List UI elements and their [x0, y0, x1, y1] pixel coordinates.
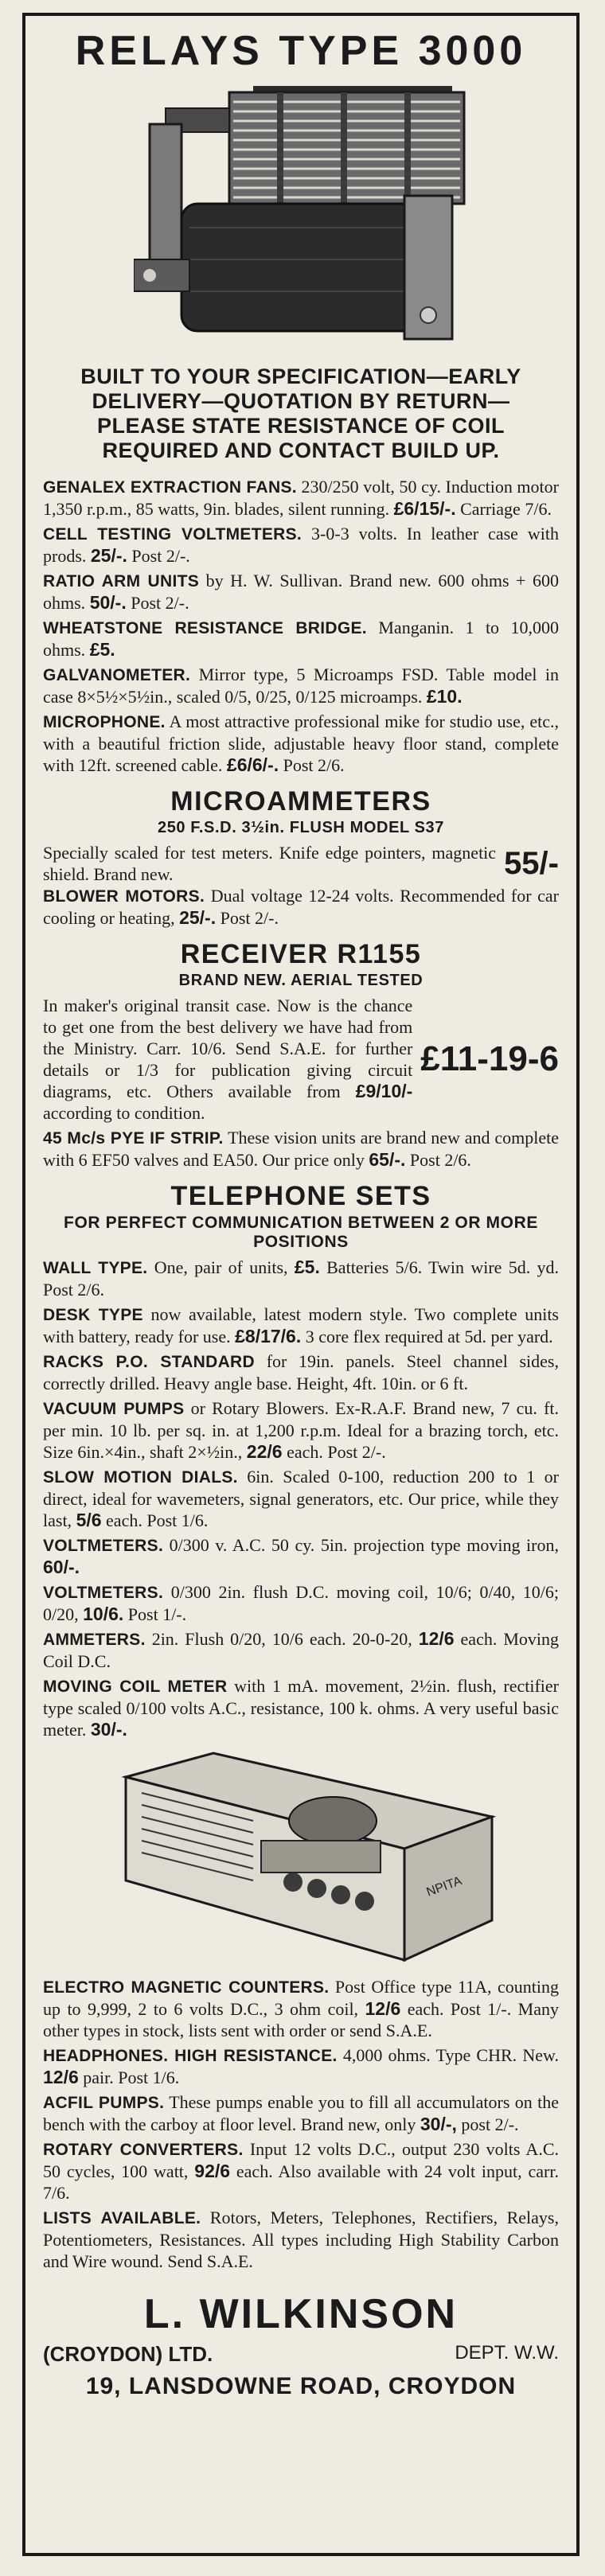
- item-name: VOLTMETERS.: [43, 1537, 164, 1555]
- item-name: AMMETERS.: [43, 1631, 146, 1649]
- item-text: or Rotary Blowers. Ex-R.A.F. Brand new, 7 cu. ft. per min. 10 lb. per sq. in. at 1,200 r.p.m. Ideal for a brazing torch, etc. Size 6in.×4in., shaft 2×½in.,: [43, 1398, 560, 1462]
- list-item: [43, 1127, 559, 1171]
- item-tail: Post 2/-.: [216, 908, 279, 928]
- item-tail: Post 2/-.: [126, 593, 189, 613]
- microammeters-text: Specially scaled for test meters. Knife edge pointers, magnetic shield. Brand new.: [43, 843, 497, 884]
- item-price: £6/6/-.: [226, 754, 279, 775]
- list-item: [43, 1304, 559, 1347]
- item-text: Post Office type 11A, counting up to 9,999, 2 to 6 volts D.C., 3 ohm coil,: [43, 1977, 559, 2019]
- item-name: DESK TYPE: [43, 1306, 143, 1324]
- item-name: HEADPHONES. HIGH RESISTANCE.: [43, 2047, 338, 2065]
- item-price: 30/-.: [90, 1719, 127, 1740]
- item-name: GENALEX EXTRACTION FANS.: [43, 478, 297, 497]
- item-text: These pumps enable you to fill all accumulators on the bench with the carboy at floor level. Brand new, only: [43, 2092, 560, 2134]
- microammeters-row: [43, 842, 559, 885]
- microammeters-price: 55/-: [504, 845, 559, 881]
- counter-illustration: [94, 1745, 508, 1976]
- list-item: [43, 885, 559, 929]
- list-item: [43, 2207, 559, 2272]
- item-text: Dual voltage 12-24 volts. Recommended for car cooling or heating,: [43, 886, 559, 928]
- item-text: 0/300 2in. flush D.C. moving coil, 10/6; 0/40, 10/6; 0/20,: [43, 1582, 559, 1624]
- item-text: 2in. Flush 0/20, 10/6 each. 20-0-20,: [145, 1629, 419, 1649]
- item-name: VACUUM PUMPS: [43, 1400, 185, 1418]
- item-name: MOVING COIL METER: [43, 1678, 228, 1696]
- list-item: [43, 664, 559, 707]
- item-tail: each. Post 1/6.: [101, 1510, 209, 1530]
- list-item: [43, 1466, 559, 1531]
- list-item: [43, 2138, 559, 2204]
- item-text: Input 12 volts D.C., output 230 volts A.C. 50 cycles, 100 watt,: [43, 2139, 559, 2181]
- item-name: ELECTRO MAGNETIC COUNTERS.: [43, 1978, 330, 1997]
- advert-frame: [22, 13, 580, 2556]
- list-item: [43, 2044, 559, 2088]
- item-text: A most attractive professional mike for studio use, etc., with a beautiful friction slide, adjustable heavy floor stand, complete with 12ft. screened cable.: [43, 711, 559, 775]
- receiver-text-1: In maker's original transit case. Now is the chance to get one from the best delivery we have had from the Ministry. Carr. 10/6. Send S.A.E. for further details or 1/3 for publication giving circuit diagrams, etc. Others available from: [43, 996, 413, 1101]
- item-price: £5.: [294, 1257, 320, 1277]
- item-price: 12/6: [365, 1998, 401, 2019]
- company-address: 19, LANSDOWNE ROAD, CROYDON: [85, 2373, 517, 2399]
- item-name: CELL TESTING VOLTMETERS.: [43, 525, 302, 544]
- item-text: by H. W. Sullivan. Brand new. 600 ohms + 600 ohms.: [43, 571, 559, 613]
- item-price: 12/6: [418, 1628, 455, 1649]
- item-name: MICROPHONE.: [43, 713, 166, 731]
- item-tail: Post 1/-.: [123, 1604, 187, 1624]
- footer-row: [43, 2342, 559, 2367]
- list-item: [43, 1628, 559, 1672]
- item-price: £10.: [426, 686, 463, 707]
- item-name: BLOWER MOTORS.: [43, 887, 205, 906]
- item-name: SLOW MOTION DIALS.: [43, 1468, 238, 1487]
- list-item: [43, 570, 559, 614]
- item-tail: post 2/-.: [456, 2114, 519, 2134]
- microammeters-subheading: 250 F.S.D. 3½in. FLUSH MODEL S37: [157, 819, 445, 836]
- item-tail: Post 2/6.: [279, 755, 345, 775]
- receiver-text: [43, 995, 412, 1124]
- list-item: [43, 1534, 559, 1578]
- item-text: One, pair of units,: [147, 1257, 295, 1277]
- item-text: Mirror type, 5 Microamps FSD. Table model in case 8×5½×5½in., scaled 0/5, 0/25, 0/125 microamps.: [43, 664, 559, 707]
- company-dept: DEPT. W.W.: [455, 2342, 559, 2364]
- microammeters-heading: MICROAMMETERS: [170, 786, 431, 816]
- advert-footer: [43, 2291, 559, 2400]
- item-tail: Carriage 7/6.: [455, 499, 552, 519]
- item-name: ACFIL PUMPS.: [43, 2094, 165, 2112]
- item-name: 45 Mc/s PYE IF STRIP.: [43, 1129, 224, 1148]
- item-text: 0/300 v. A.C. 50 cy. 5in. projection type moving iron,: [163, 1535, 559, 1555]
- list-item: [43, 2091, 559, 2135]
- receiver-heading: RECEIVER R1155: [180, 939, 422, 969]
- item-price: 25/-.: [90, 545, 127, 566]
- item-text: These vision units are brand new and complete with 6 EF50 valves and EA50. Our price only: [43, 1128, 559, 1170]
- item-price: 65/-.: [369, 1149, 406, 1170]
- company-ltd: (CROYDON) LTD.: [43, 2342, 213, 2366]
- telephone-subheading: FOR PERFECT COMMUNICATION BETWEEN 2 OR MORE POSITIONS: [64, 1214, 538, 1251]
- item-price: 50/-.: [89, 592, 127, 613]
- counter-label: NPITA: [424, 1874, 464, 1900]
- item-tail: each. Moving Coil D.C.: [43, 1629, 559, 1671]
- item-text: 3-0-3 volts. In leather case with prods.: [43, 524, 559, 566]
- item-text: now available, latest modern style. Two complete units with battery, ready for use.: [43, 1304, 559, 1346]
- company-name: L. WILKINSON: [143, 2291, 459, 2337]
- item-text: Manganin. 1 to 10,000 ohms.: [43, 618, 559, 660]
- item-tail: pair. Post 1/6.: [78, 2067, 180, 2087]
- item-name: ROTARY CONVERTERS.: [43, 2141, 244, 2159]
- list-item: [43, 1257, 559, 1300]
- item-price: 25/-.: [179, 907, 217, 928]
- item-tail: Post 2/6.: [405, 1150, 471, 1170]
- item-text: 4,000 ohms. Type CHR. New.: [337, 2045, 559, 2065]
- item-price: 30/-,: [420, 2114, 457, 2134]
- item-price: 12/6: [43, 2067, 79, 2087]
- item-tail: each. Post 2/-.: [282, 1442, 386, 1462]
- item-name: LISTS AVAILABLE.: [43, 2209, 201, 2227]
- item-price: £8/17/6.: [235, 1326, 302, 1346]
- list-item: [43, 523, 559, 567]
- item-name: VOLTMETERS.: [43, 1584, 164, 1602]
- item-text: 6in. Scaled 0-100, reduction 200 to 1 or direct, ideal for wavemeters, signal generators, etc. Our price, while they last,: [43, 1467, 559, 1530]
- item-tail: Batteries 5/6. Twin wire 5d. yd. Post 2/6.: [43, 1257, 560, 1300]
- item-price: 5/6: [76, 1510, 102, 1530]
- item-tail: 3 core flex required at 5d. per yard.: [301, 1327, 553, 1346]
- receiver-from-price: £9/10/-: [355, 1081, 413, 1101]
- receiver-subheading: BRAND NEW. AERIAL TESTED: [178, 972, 424, 989]
- item-name: GALVANOMETER.: [43, 666, 191, 684]
- item-text: for 19in. panels. Steel channel sides, correctly drilled. Heavy angle base. Height, 4ft. 10in. or 6 ft.: [43, 1351, 559, 1393]
- receiver-text-2: according to condition.: [43, 1103, 205, 1123]
- item-name: RACKS P.O. STANDARD: [43, 1353, 255, 1371]
- item-name: WHEATSTONE RESISTANCE BRIDGE.: [43, 619, 367, 637]
- specification-notice: BUILT TO YOUR SPECIFICATION—EARLY DELIVERY—QUOTATION BY RETURN—PLEASE STATE RESISTANCE OF COIL REQUIRED AND CONTACT BUILD UP.: [80, 364, 521, 462]
- item-text: Rotors, Meters, Telephones, Rectifiers, Relays, Potentiometers, Resistances. All types including High Stability Carbon and Wire wound. Send S.A.E.: [43, 2208, 559, 2271]
- relay-illustration: [134, 76, 468, 355]
- item-price: £5.: [89, 639, 115, 660]
- list-item: [43, 617, 559, 661]
- item-tail: each. Post 1/-. Many other types in stock, lists sent with order or send S.A.E.: [43, 1999, 559, 2040]
- item-tail: Post 2/-.: [127, 546, 190, 566]
- item-name: RATIO ARM UNITS: [43, 572, 200, 590]
- items-list-a: [43, 476, 559, 776]
- item-name: WALL TYPE.: [43, 1259, 148, 1277]
- item-price: 22/6: [246, 1441, 283, 1462]
- list-item: [43, 1397, 559, 1463]
- item-text: 230/250 volt, 50 cy. Induction motor 1,350 r.p.m., 85 watts, 9in. blades, silent running.: [43, 477, 559, 519]
- item-price: 60/-.: [43, 1557, 80, 1577]
- list-item: [43, 1581, 559, 1625]
- list-item: [43, 1976, 559, 2041]
- telephone-heading: TELEPHONE SETS: [170, 1181, 431, 1211]
- list-item: [43, 476, 559, 520]
- item-price: 10/6.: [83, 1604, 124, 1624]
- list-item: [43, 1675, 559, 1740]
- advert-title: RELAYS TYPE 3000: [75, 28, 527, 74]
- item-text: with 1 mA. movement, 2½in. flush, rectifier type scaled 0/100 volts A.C., resistance, 100 k. ohms. A very useful basic meter.: [43, 1676, 559, 1740]
- list-item: [43, 1350, 559, 1394]
- item-price: 92/6: [194, 2161, 231, 2181]
- receiver-price: £11-19-6: [420, 1039, 559, 1078]
- items-list-c: [43, 1976, 559, 2272]
- list-item: [43, 711, 559, 776]
- receiver-row: [43, 995, 559, 1124]
- item-tail: each. Also available with 24 volt input, carr. 7/6.: [43, 2161, 559, 2203]
- item-price: £6/15/-.: [393, 498, 456, 519]
- items-list-b: [43, 1257, 559, 1740]
